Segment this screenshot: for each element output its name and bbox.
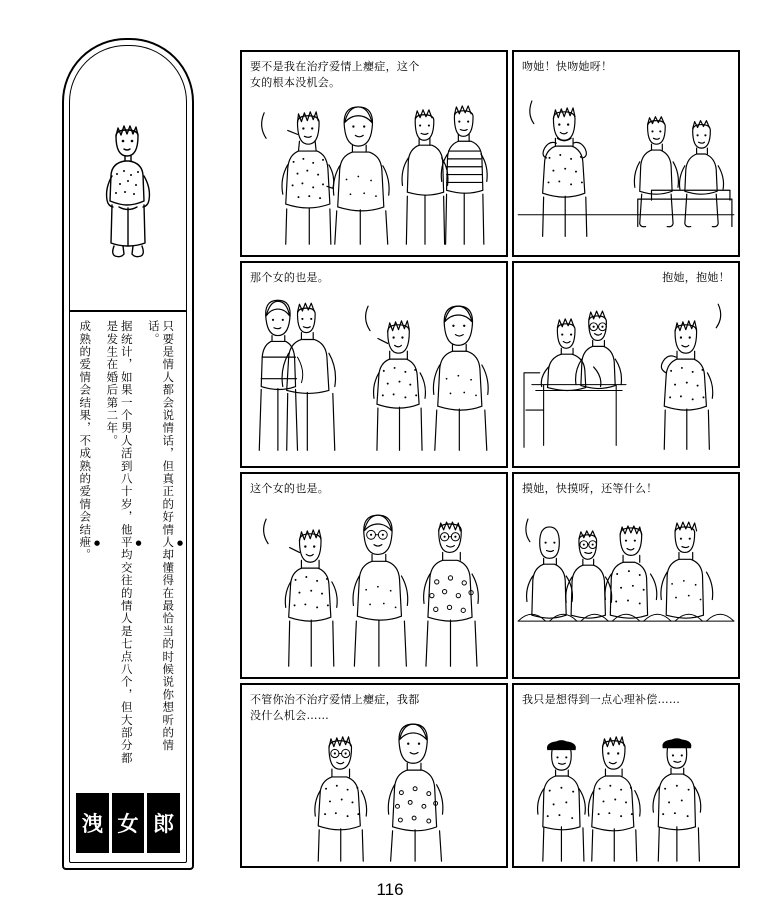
sidebar-text-column-1: ● 只要是情人都会说情话，但真正的好情人却懂得在最恰当的时候说你想听的情话。 xyxy=(147,320,185,770)
panel-8-art xyxy=(514,685,738,866)
panel-6-caption: 摸她，快摸呀，还等什么！ xyxy=(522,482,658,495)
comic-panel-3 xyxy=(240,261,508,468)
panel-1-art xyxy=(242,52,506,255)
panel-7-caption: 不管你治不治疗爱情上癭症，我都没什么机会…… xyxy=(250,693,420,722)
sidebar xyxy=(62,38,194,870)
panel-1-caption: 要不是我在治疗爱情上癭症，这个女的根本没机会。 xyxy=(250,60,420,89)
sidebar-figure xyxy=(86,108,170,288)
panel-2-art xyxy=(514,52,738,255)
panel-2-caption: 吻她！快吻她呀！ xyxy=(522,60,613,73)
panel-4-caption: 抱她，抱她！ xyxy=(662,271,730,284)
comic-grid xyxy=(240,50,740,868)
sidebar-divider xyxy=(70,310,186,312)
panel-5-art xyxy=(242,474,506,677)
title-char-3: 郎 xyxy=(147,793,180,853)
comic-panel-7 xyxy=(240,683,508,868)
series-title xyxy=(76,793,180,855)
comic-panel-6 xyxy=(512,472,740,679)
title-char-2: 女 xyxy=(112,793,145,853)
panel-3-caption: 那个女的也是。 xyxy=(250,271,330,284)
sidebar-text-column-3: ● 成熟的爱情会结果，不成熟的爱情会结疶。 xyxy=(78,320,101,770)
panel-7-art xyxy=(242,685,506,866)
page-number: 116 xyxy=(376,880,404,899)
comic-panel-5 xyxy=(240,472,508,679)
sidebar-text-columns xyxy=(72,320,184,780)
sidebar-text-column-2: ● 据统计，如果一个男人活到八十岁，他平均交往的情人是七点八个，但大部分都是发生在婚后第二年。 xyxy=(105,320,143,770)
comic-panel-2 xyxy=(512,50,740,257)
panel-6-art xyxy=(514,474,738,677)
panel-3-art xyxy=(242,263,506,466)
title-char-1: 洩 xyxy=(76,793,109,853)
comic-panel-8 xyxy=(512,683,740,868)
comic-panel-4 xyxy=(512,261,740,468)
panel-4-art xyxy=(514,263,738,466)
comic-panel-1 xyxy=(240,50,508,257)
panel-5-caption: 这个女的也是。 xyxy=(250,482,330,495)
panel-8-caption: 我只是想得到一点心理补偿…… xyxy=(522,693,681,706)
